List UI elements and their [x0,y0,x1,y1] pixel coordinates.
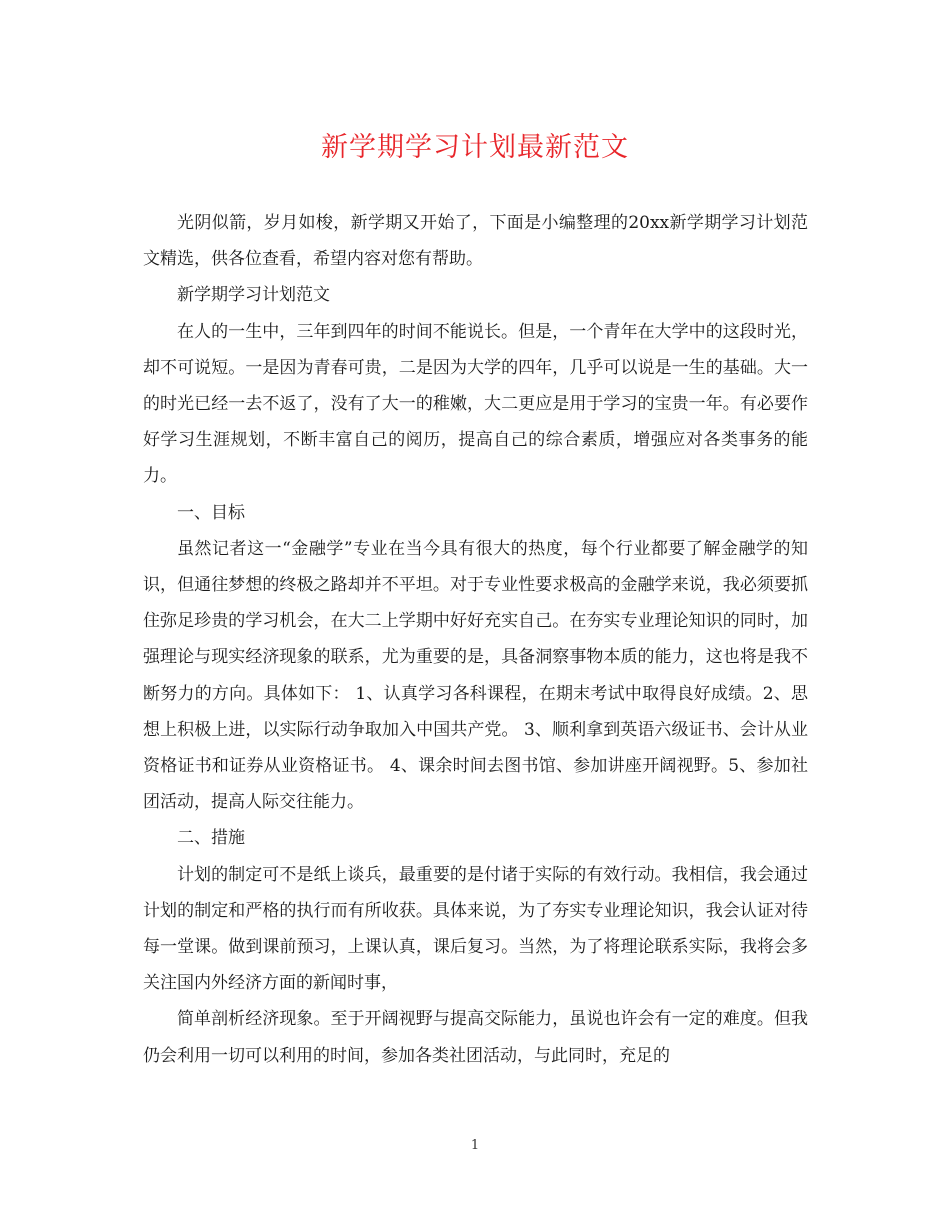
body-paragraph: 虽然记者这一“金融学”专业在当今具有很大的热度，每个行业都要了解金融学的知识，但通往梦想的终极之路却并不平坦。对于专业性要求极高的金融学来说，我必须要抓住弥足珍贵的学习机会，在大二上学期中好好充实自己。在夯实专业理论知识的同时，加强理论与现实经济现象的联系，尤为重要的是，具备洞察事物本质的能力，这也将是我不断努力的方向。具体如下： 1、认真学习各科课程，在期末考试中取得良好成绩。2、思想上积极上进，以实际行动争取加入中国共产党。 3、顺利拿到英语六级证书、会计从业资格证书和证券从业资格证书。 4、课余时间去图书馆、参加讲座开阔视野。5、参加社团活动，提高人际交往能力。 [143,538,808,813]
body-paragraph: 简单剖析经济现象。至于开阔视野与提高交际能力，虽说也许会有一定的难度。但我仍会利用一切可以利用的时间，参加各类社团活动，与此同时，充足的 [143,1009,808,1066]
document-body [143,205,808,1074]
section-heading-goals: 一、目标 [177,502,245,523]
body-paragraph: 在人的一生中，三年到四年的时间不能说长。但是，一个青年在大学中的这段时光，却不可说短。一是因为青春可贵，二是因为大学的四年，几乎可以说是一生的基础。大一的时光已经一去不返了，没有了大一的稚嫩，大二更应是用于学习的宝贵一年。有必要作好学习生涯规划，不断丰富自己的阅历，提高自己的综合素质，增强应对各类事务的能力。 [143,321,808,487]
intro-paragraph: 光阴似箭，岁月如梭，新学期又开始了，下面是小编整理的20xx新学期学习计划范文精选，供各位查看，希望内容对您有帮助。 [143,213,808,270]
section-subtitle: 新学期学习计划范文 [177,285,330,306]
page-number: 1 [470,1138,480,1153]
section-heading-measures: 二、措施 [177,828,245,849]
document-title: 新学期学习计划最新范文 [321,132,629,163]
body-paragraph: 计划的制定可不是纸上谈兵，最重要的是付诸于实际的有效行动。我相信，我会通过计划的制定和严格的执行而有所收获。具体来说，为了夯实专业理论知识，我会认证对待每一堂课。做到课前预习，上课认真，课后复习。当然，为了将理论联系实际，我将会多关注国内外经济方面的新闻时事， [143,864,808,994]
